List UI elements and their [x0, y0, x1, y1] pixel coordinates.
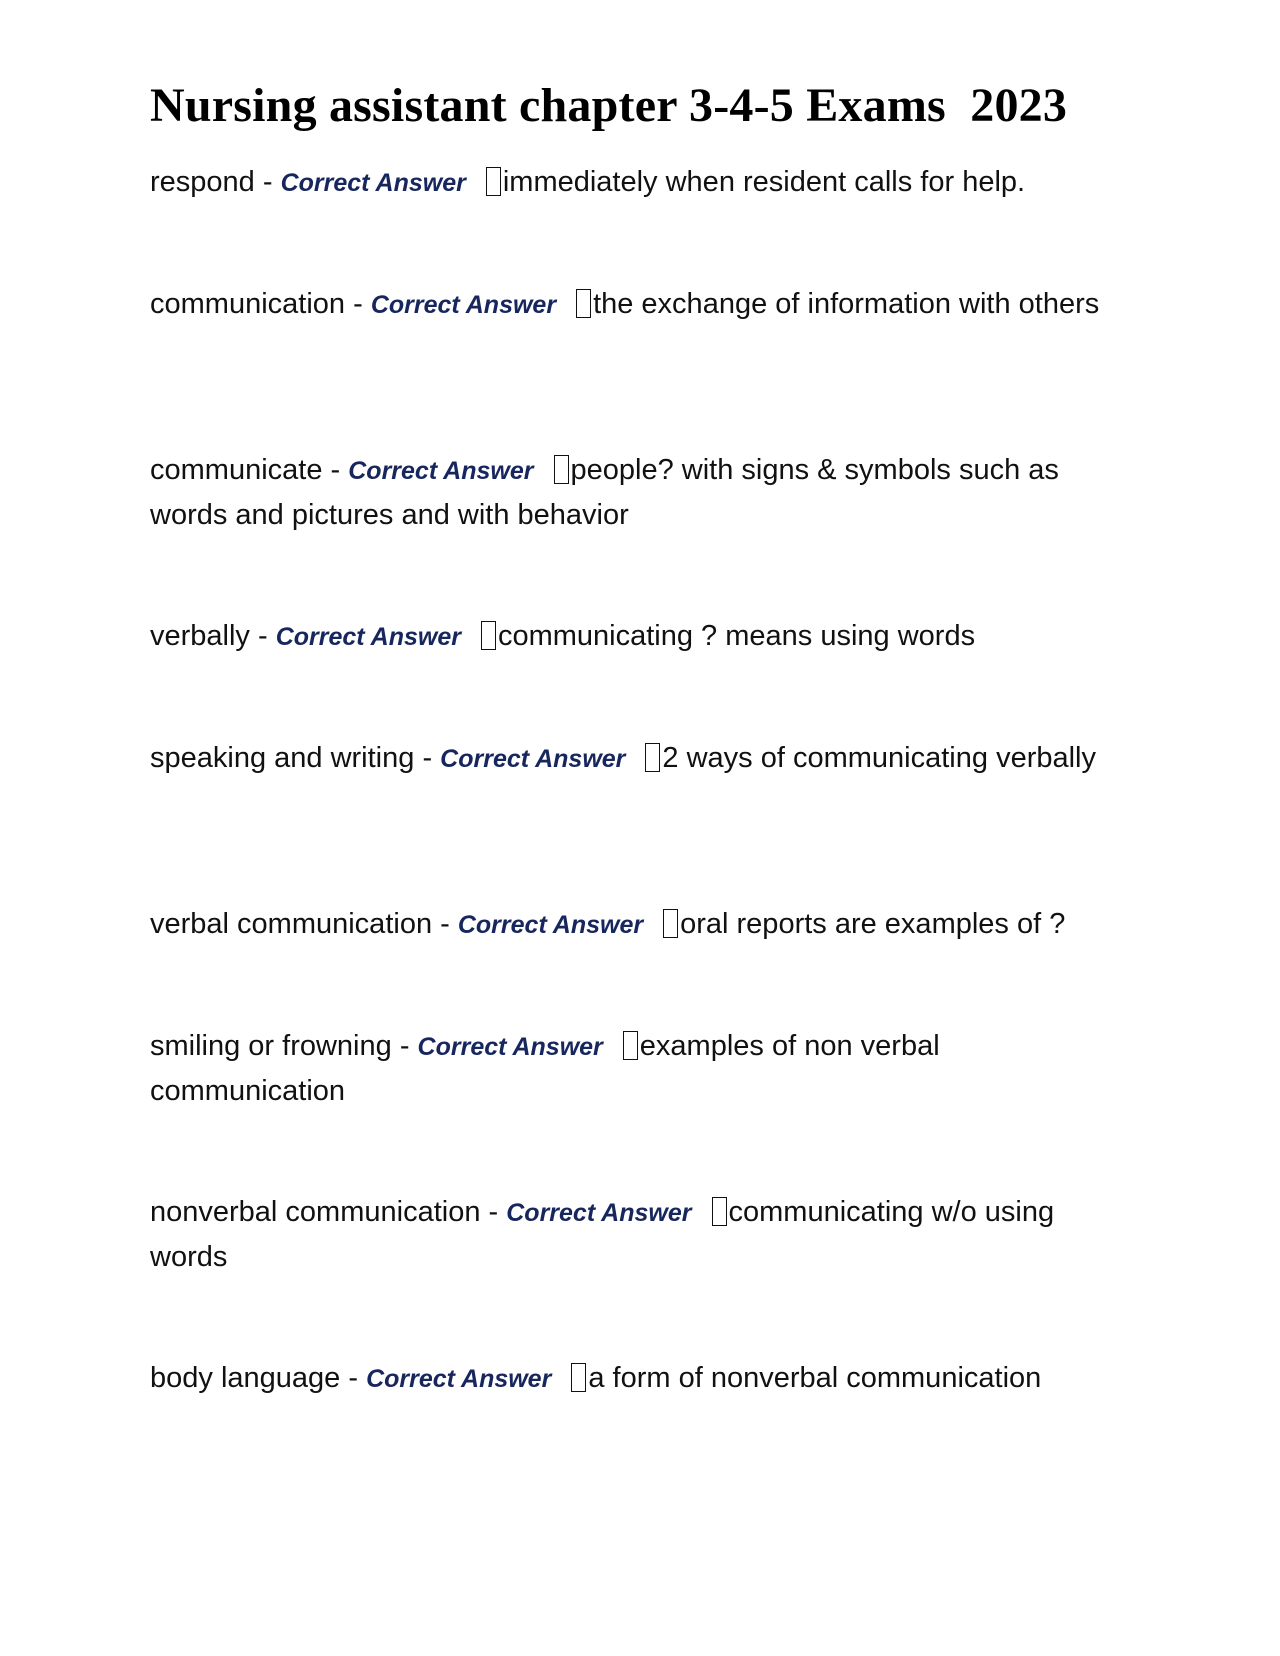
- entry-term: communication: [150, 288, 346, 320]
- correct-answer-label: Correct Answer: [348, 457, 534, 485]
- qa-entry: [150, 160, 1120, 205]
- missing-glyph-icon: [554, 455, 569, 484]
- entry-separator: -: [480, 1196, 507, 1228]
- missing-glyph-icon: [481, 621, 496, 650]
- entry-definition: 2 ways of communicating verbally: [662, 742, 1096, 774]
- entry-definition: people? with signs & symbols such as words and pictures and with behavior: [150, 454, 1059, 531]
- correct-answer-label: Correct Answer: [457, 911, 644, 939]
- missing-glyph-icon: [712, 1197, 727, 1226]
- qa-entry: [150, 448, 1120, 537]
- qa-entry: [150, 282, 1120, 327]
- correct-answer-label: Correct Answer: [440, 745, 626, 773]
- entry-definition: oral reports are examples of ?: [680, 908, 1066, 940]
- entry-separator: -: [345, 288, 371, 320]
- entry-separator: -: [391, 1030, 418, 1062]
- correct-answer-label: Correct Answer: [280, 169, 466, 197]
- missing-glyph-icon: [571, 1363, 586, 1392]
- entry-separator: -: [340, 1362, 367, 1394]
- correct-answer-label: Correct Answer: [506, 1199, 692, 1227]
- entry-term: smiling or frowning: [150, 1030, 392, 1062]
- entry-definition: immediately when resident calls for help.: [502, 166, 1026, 198]
- qa-entry: [150, 1356, 1120, 1401]
- entry-term: body language: [150, 1362, 341, 1394]
- entry-separator: -: [432, 908, 458, 940]
- qa-entry: [150, 902, 1120, 947]
- document-title: Nursing assistant chapter 3-4-5 Exams 2023: [150, 79, 1068, 132]
- entry-separator: -: [249, 620, 276, 652]
- entry-term: verbally: [150, 620, 250, 652]
- entry-term: respond: [150, 166, 255, 198]
- entry-term: verbal communication: [150, 908, 433, 940]
- entry-term: speaking and writing: [150, 742, 415, 774]
- entry-term: nonverbal communication: [150, 1196, 481, 1228]
- entry-definition: examples of non verbal communication: [150, 1030, 940, 1107]
- entry-term: communicate: [150, 454, 323, 486]
- qa-entry: [150, 614, 1120, 659]
- entry-separator: -: [322, 454, 349, 486]
- correct-answer-label: Correct Answer: [275, 623, 461, 651]
- qa-entry: [150, 1024, 1120, 1113]
- entry-separator: -: [254, 166, 281, 198]
- missing-glyph-icon: [663, 909, 678, 938]
- entry-definition: communicating ? means using words: [497, 620, 976, 652]
- missing-glyph-icon: [576, 289, 591, 318]
- entry-definition: communicating w/o using words: [150, 1196, 1055, 1273]
- correct-answer-label: Correct Answer: [417, 1033, 603, 1061]
- missing-glyph-icon: [486, 167, 501, 196]
- correct-answer-label: Correct Answer: [370, 291, 557, 319]
- missing-glyph-icon: [623, 1031, 638, 1060]
- qa-entry: [150, 736, 1120, 781]
- correct-answer-label: Correct Answer: [366, 1365, 552, 1393]
- qa-entry: [150, 1190, 1120, 1279]
- entry-definition: a form of nonverbal communication: [588, 1362, 1042, 1394]
- entry-definition: the exchange of information with others: [593, 288, 1100, 320]
- missing-glyph-icon: [645, 743, 660, 772]
- entry-separator: -: [414, 742, 441, 774]
